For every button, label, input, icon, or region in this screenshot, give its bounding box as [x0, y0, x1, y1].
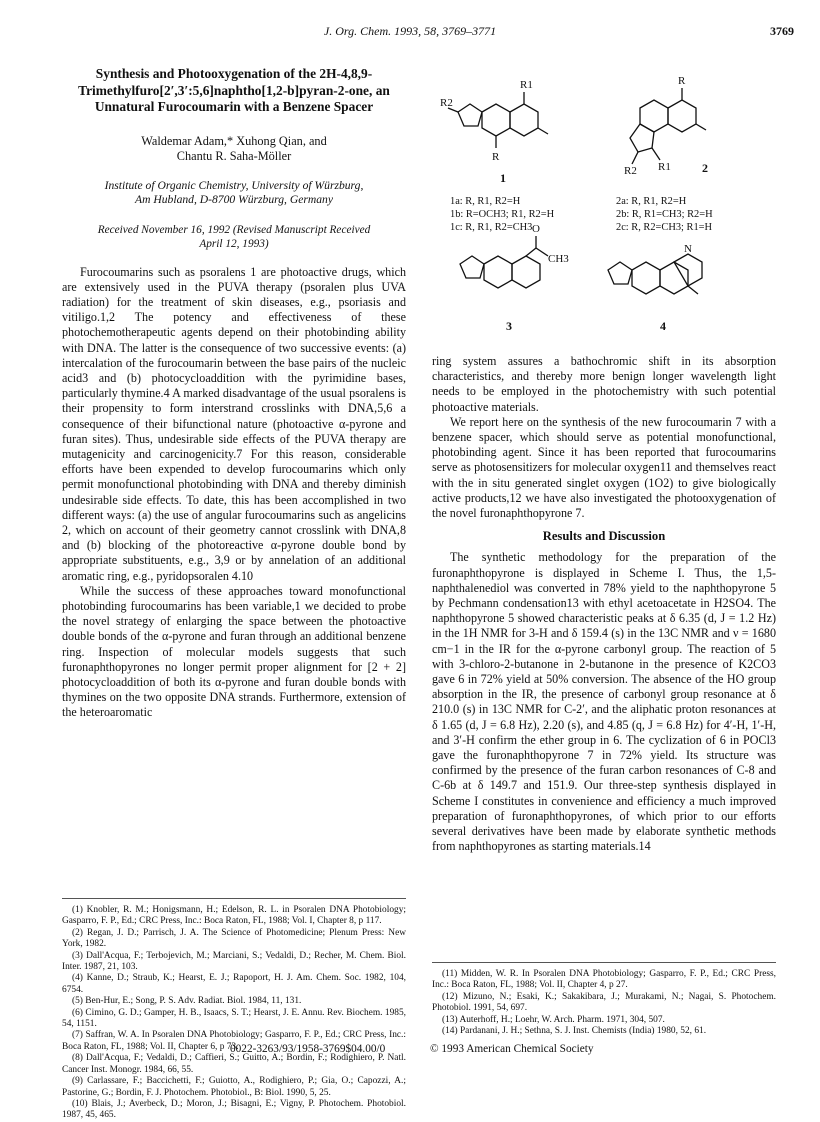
struct1-sub-r2: R2	[440, 97, 453, 109]
structure-label-4: 4	[660, 319, 666, 333]
furan-ring-2	[630, 124, 654, 152]
journal-citation: J. Org. Chem. 1993, 58, 3769–3771	[323, 24, 497, 38]
copyright: © 1993 American Chemical Society	[430, 1043, 594, 1055]
affiliation-line: Am Hubland, D-8700 Würzburg, Germany	[135, 192, 333, 206]
issn-code: 0022-3263/93/1958-3769$04.00/0	[230, 1043, 386, 1055]
footnote: (7) Saffran, W. A. In Psoralen DNA Photobiology; Gasparro, F. P., Ed.; CRC Press, Inc.: Boca Raton, FL, 1988; Vol. II, Chapter 6, p 73.	[62, 1030, 406, 1052]
pyrone-ring-1	[510, 104, 538, 136]
body-paragraph: ring system assures a bathochromic shift in its absorption characteristics, and thereby more benign longer wavelength light needs to be employed in the photochemistry with such potential photoactive materials.	[432, 354, 776, 414]
struct2-sub-r1: R1	[658, 161, 671, 173]
footnote: (10) Blais, J.; Averbeck, D.; Moron, J.; Bisagni, E.; Vigny, P. Photochem. Photobiol. 1987, 45, 465.	[62, 1098, 406, 1121]
affiliation-line: Institute of Organic Chemistry, University of Würzburg,	[104, 178, 364, 192]
struct4-sub-n: N	[684, 243, 692, 255]
footnote: (4) Kanne, D.; Straub, K.; Hearst, E. J.; Rapoport, H. J. Am. Chem. Soc. 1982, 104, 6754.	[62, 973, 406, 995]
running-header	[26, 24, 794, 40]
received-date	[62, 223, 406, 251]
right-column	[432, 354, 776, 855]
struct2-sub-r2: R2	[624, 165, 637, 177]
footnote: (3) Dall'Acqua, F.; Terbojevich, M.; Marciani, S.; Vedaldi, D.; Recher, M. Chem. Biol. Inter. 1987, 21, 103.	[62, 950, 406, 973]
author-line: Chantu R. Saha-Möller	[176, 149, 292, 163]
legend-item: 1a: R, R1, R2=H	[450, 196, 521, 207]
received-line: April 12, 1993)	[199, 237, 269, 250]
struct3-sub-o: O	[532, 223, 540, 235]
legend-item: 2a: R, R1, R2=H	[616, 196, 687, 207]
legend-compound-2	[616, 196, 713, 234]
benzene-ring-4	[632, 262, 660, 294]
body-paragraph: We report here on the synthesis of the new furocoumarin 7 with a benzene spacer, which should serve as potential monofunctional, photobinding agent. Since it has been reported that furocoumarins serve as photosensitizers for molecular oxygen11 and themselves react with the in situ generated singlet oxygen (1O2) to give biologically active products,12 we have also investigated the photooxygenation of the novel furonaphthopyrone 7.	[432, 414, 776, 521]
footnote: (1) Knobler, R. M.; Honigsmann, H.; Edelson, R. L. in Psoralen DNA Photobiology; Gasparro, F. P., Ed.; CRC Press, Inc.: Boca Raton, FL, 1988; Vol. I, Chapter 8, p 117.	[62, 905, 406, 927]
struct3-sub-ch3: CH3	[548, 253, 569, 265]
legend-item: 1b: R=OCH3; R1, R2=H	[450, 208, 555, 220]
section-heading: Results and Discussion	[542, 529, 666, 544]
furan-ring-4	[608, 262, 632, 284]
footnote: (8) Dall'Acqua, F.; Vedaldi, D.; Caffieri, S.; Guitto, A.; Bordin, F.; Rodighiero, P. Natl. Cancer Inst. Monogr. 1984, 66, 55.	[62, 1053, 406, 1075]
author-list	[62, 134, 406, 165]
benzene-ring-2	[640, 100, 668, 132]
structure-figure	[440, 72, 780, 352]
benzene-ring-1	[482, 104, 510, 136]
left-column	[62, 66, 406, 721]
footnote: (12) Mizuno, N.; Esaki, K.; Sakakibara, J.; Murakami, N.; Nagai, S. Photochem. Photobiol. 1991, 54, 697.	[432, 991, 776, 1014]
legend-compound-1	[450, 196, 554, 234]
legend-item: 1c: R, R1, R2=CH3	[450, 221, 533, 233]
received-line: Received November 16, 1992 (Revised Manuscript Received	[97, 223, 371, 236]
footnote: (14) Pardanani, J. H.; Sethna, S. J. Inst. Chemists (India) 1980, 52, 61.	[442, 1026, 707, 1037]
struct1-sub-r: R	[492, 151, 500, 163]
structure-label-1: 1	[500, 171, 506, 185]
legend-item: 2c: R, R2=CH3; R1=H	[616, 221, 713, 233]
struct1-sub-r1: R1	[520, 79, 533, 91]
furan-ring-1	[458, 104, 482, 126]
footnote: (5) Ben-Hur, E.; Song, P. S. Adv. Radiat. Biol. 1984, 11, 131.	[72, 996, 302, 1007]
footnote: (2) Regan, J. D.; Parrisch, J. A. The Science of Photomedicine; Plenum Press: New York, 1982.	[62, 927, 406, 950]
footnotes-right	[432, 962, 776, 1037]
benzene-ring-3	[484, 256, 512, 288]
footnote: (13) Auterhoff, H.; Loehr, W. Arch. Pharm. 1971, 304, 507.	[442, 1014, 665, 1025]
affiliation	[62, 179, 406, 207]
legend-item: 2b: R, R1=CH3; R2=H	[616, 208, 713, 220]
struct2-sub-r: R	[678, 75, 686, 87]
body-paragraph: The synthetic methodology for the preparation of the furonaphthopyrone is displayed in Scheme I. Thus, the 1,5-naphthalenediol was converted in 78% yield to the naphthopyrone 5 by Pechmann condensation13 with ethyl acetoacetate in H2SO4. The naphthopyrone 5 showed characteristic peaks at δ 6.35 (d, J = 1.2 Hz) in the 1H NMR for 3-H and δ 159.4 (s) in the 13C NMR and ν = 1680 cm−1 in the IR for the α-pyrone carbonyl group. The reaction of 5 with 3-chloro-2-butanone in 2-butanone in the presence of K2CO3 gave 6 in 72% yield at 50% conversion. The absence of the HO group absorption in the IR, the presence of carbonyl group resonance at δ 210.0 (s) in 13C NMR for C-2′, and the aliphatic proton resonances at δ 1.65 (d, J = 6.8 Hz), 2.20 (s), and 4.85 (q, J = 6.8 Hz) for 4′-H, 1′-H, and 3′-H confirm the ether group in 6. The cyclization of 6 in POCl3 gave the furonaphthopyrone 7 in 72% yield. Its structure was confirmed by the presence of the furan carbon resonances of C-8 and C-6b at δ 149.7 and 151.9. Our three-step synthesis displayed in Scheme I constitutes in convenience and efficiency a much improved preparation of furonaphthopyrones, of which prior to our efforts several derivatives have been made by elaborate synthetic methods from naphthopyrones as starting materials.14	[432, 550, 776, 854]
footnote: (11) Midden, W. R. In Psoralen DNA Photobiology; Gasparro, F. P., Ed.; CRC Press, Inc.: Boca Raton, FL, 1988; Vol. II, Chapter 4, p 27.	[432, 969, 776, 991]
footnotes-left	[62, 898, 406, 1122]
body-paragraph: While the success of these approaches toward monofunctional photobinding furocoumarins has been variable,1 we decided to probe the novel strategy of enlarging the space between the photoactive double bonds of the α-pyrone and furan through an additional benzene ring. Inspection of molecular models suggests that such furonaphthopyrones no longer permit proper alignment for [2 + 2] photocycloaddition of both its α-pyrone and furan double bonds with thymines on the two opposite DNA strands. Furthermore, extension of the heteroaromatic	[62, 583, 406, 720]
page-number: 3769	[770, 24, 794, 38]
author-line: Waldemar Adam,* Xuhong Qian, and	[141, 133, 327, 148]
pyrone-ring-2	[668, 100, 696, 132]
article-title: Synthesis and Photooxygenation of the 2H-4,8,9-Trimethylfuro[2′,3′:5,6]naphtho[1,2-b]pyran-2-one, an Unnatural Furocoumarin with a Benzene Spacer	[78, 66, 390, 114]
footnote: (6) Cimino, G. D.; Gamper, H. B., Isaacs, S. T.; Hearst, J. E. Annu. Rev. Biochem. 1985, 54, 1151.	[62, 1007, 406, 1030]
structure-label-2: 2	[702, 161, 708, 175]
footnote: (9) Carlassare, F.; Baccichetti, F.; Guiotto, A., Rodighiero, P.; Gia, O.; Capozzi, A.; Pastorine, G.; Bordin, F. J. Photochem. Photobiol., B: Biol. 1990, 5, 25.	[62, 1076, 406, 1098]
body-paragraph: Furocoumarins such as psoralens 1 are photoactive drugs, which are extensively used in the PUVA therapy (psoralen plus UVA radiation) for the treatment of skin diseases, e.g., psoriasis and vitiligo.1,2 The potency and effectiveness of these photochemotherapeutic agents depend on their photobinding ability with DNA. The latter is the consequence of two successive events: (a) intercalation of the furocoumarin between the base pairs of the nucleic acid3 and (b) photocycloaddition with the pyrimidine bases, particularly thymine.4 A marked disadvantage of the usual psoralens is their propensity to form interstrand crosslinks with DNA,5,6 a consequence of their bifunctional nature (photoactive α-pyrone and furan sites). Thus, undesirable side effects of the PUVA therapy are mutagenicity and carcinogenicity.7 For this reason, considerable efforts have been expended to develop furocoumarins which only permit monofunctional photobinding with DNA and thereby diminish undesirable side effects. To date, this has been accomplished in two different ways: (a) the use of angular furocoumarins such as angelicins 2, which on account of their geometry cannot crosslink with DNA,8 and (b) blocking of the photoreactive α-pyrone double bond by appropriate substituents, e.g., 3,9 or by annelation of an additional aromatic ring, e.g., pyridopsoralen 4.10	[62, 264, 406, 583]
ring-3c	[512, 256, 540, 288]
furan-ring-3	[460, 256, 484, 278]
structure-label-3: 3	[506, 319, 512, 333]
